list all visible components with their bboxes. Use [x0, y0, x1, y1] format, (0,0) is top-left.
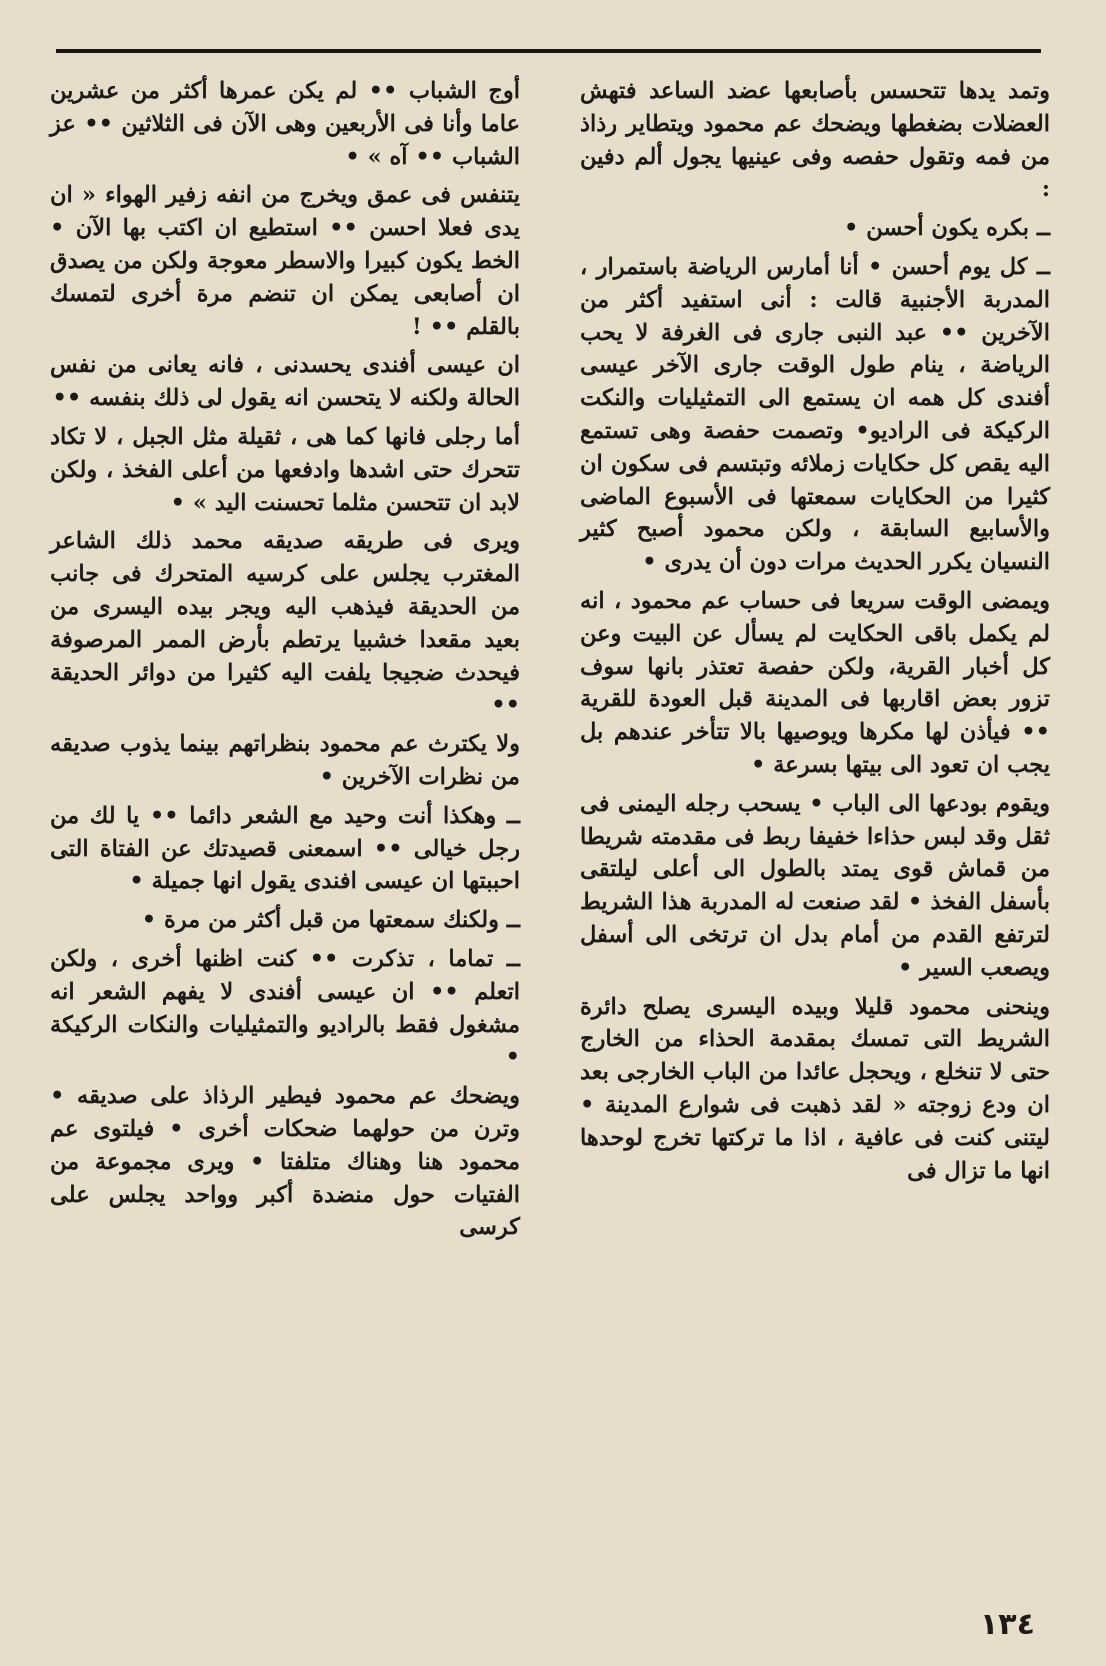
paragraph: وتمد يدها تتحسس بأصابعها عضد الساعد فتهش العضلات بضغطها ويضحك عم محمود ويتطاير رذاذ من فمه وتقول حفصه وفى عينيها يجول ألم دفين :	[580, 78, 1050, 203]
paragraph: ــ كل يوم أحسن • أنا أمارس الرياضة باستمرار ، المدربة الأجنبية قالت : أنى استفيد أكثر من الآخرين •• عبد النبى جارى فى الغرفة لا يحب الرياضة ، ينام طول الوقت جارى الآخر عيسى أفندى كل همه ان يستمع الى التمثيليات والنكت الركيكة فى الراديو• وتصمت حفصة وهى تستمع اليه يقص كل حكايات زملائه وتبتسم فى سكون ان كثيرا من الحكايات سمعتها فى الأسبوع الماضى والأسابيع السابقة ، ولكن محمود أصبح كثير النسيان يكرر الحديث مرات دون أن يدرى •	[580, 253, 1050, 576]
text-column-left	[50, 75, 520, 1250]
paragraph: وينحنى محمود قليلا وبيده اليسرى يصلح دائرة الشريط التى تمسك بمقدمة الحذاء من الخارج حتى لا تنخلع ، ويحجل عائدا من الباب الخارجى بعد ان ودع زوجته « لقد ذهبت فى شوارع المدينة • ليتنى كنت فى عافية ، اذا ما تركتها تخرج لوحدها انها ما تزال فى	[580, 993, 1050, 1184]
paragraph: ويضحك عم محمود فيطير الرذاذ على صديقه • وترن من حولهما ضحكات أخرى • فيلتوى عم محمود هنا وهناك متلفتا • ويرى مجموعة من الفتيات حول منضدة أكبر وواحد يجلس على كرسى	[50, 1083, 520, 1241]
paragraph: ــ بكره يكون أحسن •	[844, 215, 1050, 242]
paragraph: ويرى فى طريقه صديقه محمد ذلك الشاعر المغترب يجلس على كرسيه المتحرك فى جانب من الحديقة فيذهب اليه ويجر بيده اليسرى من بعيد مقعدا خشبيا يرتطم بأرض الممر المرصوفة فيحدث ضجيجا يلفت اليه كثيرا من دوائر الحديقة ••	[50, 528, 520, 719]
paragraph: ان عيسى أفندى يحسدنى ، فانه يعانى من نفس الحالة ولكنه لا يتحسن انه يقول لى ذلك بنفسه ••	[50, 352, 520, 412]
text-column-right	[580, 75, 1050, 1193]
paragraph: ــ ولكنك سمعتها من قبل أكثر من مرة •	[141, 907, 520, 934]
top-rule	[56, 49, 1041, 53]
paragraph: ــ تماما ، تذكرت •• كنت اظنها أخرى ، ولكن اتعلم •• ان عيسى أفندى لا يفهم الشعر انه مشغول فقط بالراديو والتمثيليات والنكات الركيكة •	[50, 945, 520, 1071]
paragraph: أما رجلى فانها كما هى ، ثقيلة مثل الجبل ، لا تكاد تتحرك حتى اشدها وادفعها من أعلى الفخذ ، ولكن لابد ان تتحسن مثلما تحسنت اليد » •	[50, 423, 520, 516]
paragraph: يتنفس فى عمق ويخرج من انفه زفير الهواء « ان يدى فعلا احسن •• استطيع ان اكتب بها الآن • الخط يكون كبيرا والاسطر معوجة ولكن من يصدق ان أصابعى يمكن ان تنضم مرة أخرى لتمسك بالقلم •• !	[50, 182, 520, 340]
page-number: ١٣٤	[980, 1607, 1035, 1642]
paragraph: ولا يكترث عم محمود بنظراتهم بينما يذوب صديقه من نظرات الآخرين •	[50, 731, 520, 790]
paragraph: أوج الشباب •• لم يكن عمرها أكثر من عشرين عاما وأنا فى الأربعين وهى الآن فى الثلاثين •• عز الشباب •• آه » •	[50, 78, 520, 170]
paragraph: ويمضى الوقت سريعا فى حساب عم محمود ، انه لم يكمل باقى الحكايت لم يسأل عن البيت وعن كل أخبار القرية، ولكن حفصة تعتذر بانها سوف تزور بعض اقاربها فى المدينة قبل العودة للقرية •• فيأذن لها مكرها ويوصيها بالا تتأخر عندهم بل يجب ان تعود الى بيتها بسرعة •	[580, 587, 1050, 778]
paragraph: ــ وهكذا أنت وحيد مع الشعر دائما •• يا لك من رجل خيالى •• اسمعنى قصيدتك عن الفتاة التى احببتها ان عيسى افندى يقول انها جميلة •	[50, 802, 520, 895]
paragraph: ويقوم بودعها الى الباب • يسحب رجله اليمنى فى ثقل وقد لبس حذاءا خفيفا ربط فى مقدمته شريطا من قماش قوى يمتد بالطول الى أعلى ليلتقى بأسفل الفخذ • لقد صنعت له المدربة هذا الشريط لترتفع القدم من أمام بدل ان ترتخى الى أسفل ويصعب السير •	[580, 790, 1050, 981]
